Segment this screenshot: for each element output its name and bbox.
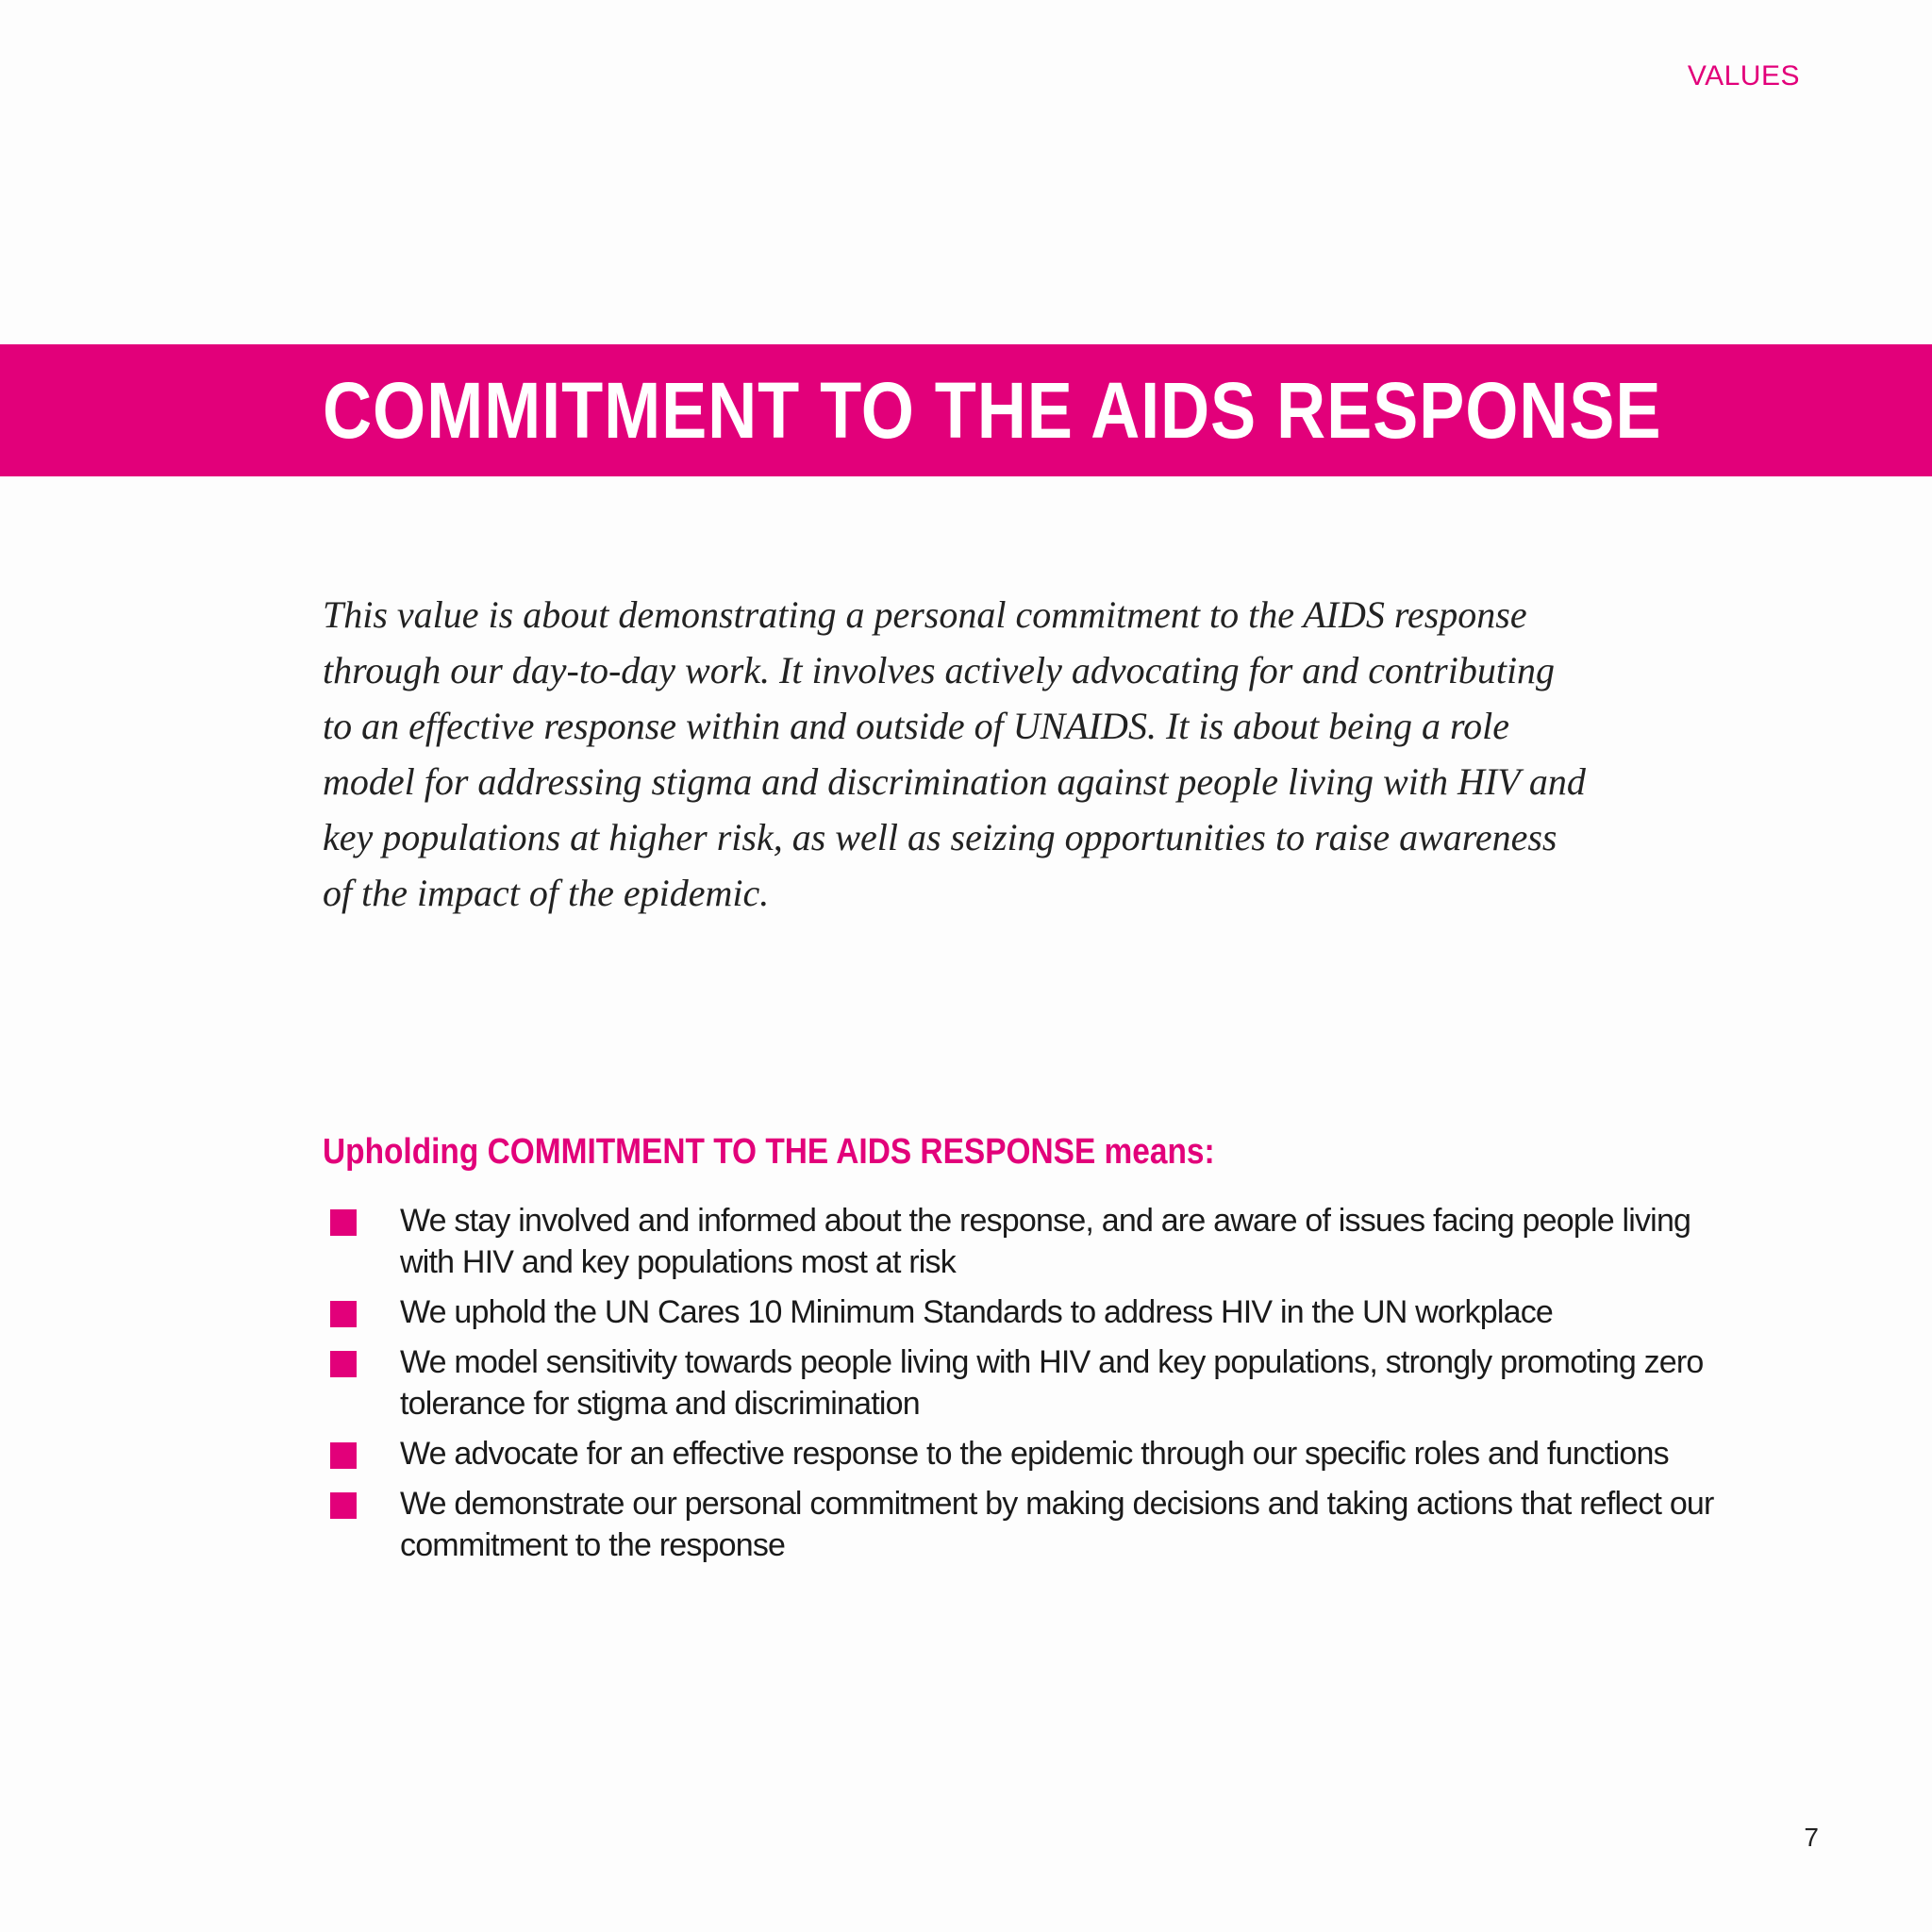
means-list bbox=[330, 1200, 1726, 1574]
intro-paragraph: This value is about demonstrating a personal commitment to the AIDS response through our day-to-day work. It involves actively advocating for and contributing to an effective response within and outside of UNAIDS. It is about being a role model for addressing stigma and discrimination against people living with HIV and key populations at higher risk, as well as seizing opportunities to raise awareness of the impact of the epidemic. bbox=[323, 593, 1586, 914]
list-item bbox=[330, 1483, 1726, 1566]
bullet-square-icon bbox=[330, 1442, 357, 1469]
list-item-text: We stay involved and informed about the response, and are aware of issues facing people living with HIV and key populations most at risk bbox=[400, 1203, 1691, 1280]
list-item bbox=[330, 1200, 1726, 1283]
list-item-text: We uphold the UN Cares 10 Minimum Standards to address HIV in the UN workplace bbox=[400, 1294, 1553, 1330]
bullet-square-icon bbox=[330, 1351, 357, 1377]
list-item-text: We demonstrate our personal commitment by making decisions and taking actions that reflect our commitment to the response bbox=[400, 1486, 1714, 1563]
means-heading: Upholding COMMITMENT TO THE AIDS RESPONSE means: bbox=[323, 1132, 1215, 1172]
list-item-text: We advocate for an effective response to the epidemic through our specific roles and functions bbox=[400, 1436, 1669, 1472]
bullet-square-icon bbox=[330, 1209, 357, 1236]
list-item bbox=[330, 1433, 1726, 1474]
page-title: COMMITMENT TO THE AIDS RESPONSE bbox=[323, 366, 1662, 455]
list-item bbox=[330, 1291, 1726, 1333]
bullet-square-icon bbox=[330, 1301, 357, 1327]
title-band bbox=[0, 344, 1932, 476]
list-item-text: We model sensitivity towards people living with HIV and key populations, strongly promoting zero tolerance for stigma and discrimination bbox=[400, 1344, 1704, 1422]
section-label: VALUES bbox=[1687, 60, 1800, 92]
list-item bbox=[330, 1341, 1726, 1424]
page-number: 7 bbox=[1804, 1823, 1819, 1852]
bullet-square-icon bbox=[330, 1492, 357, 1519]
